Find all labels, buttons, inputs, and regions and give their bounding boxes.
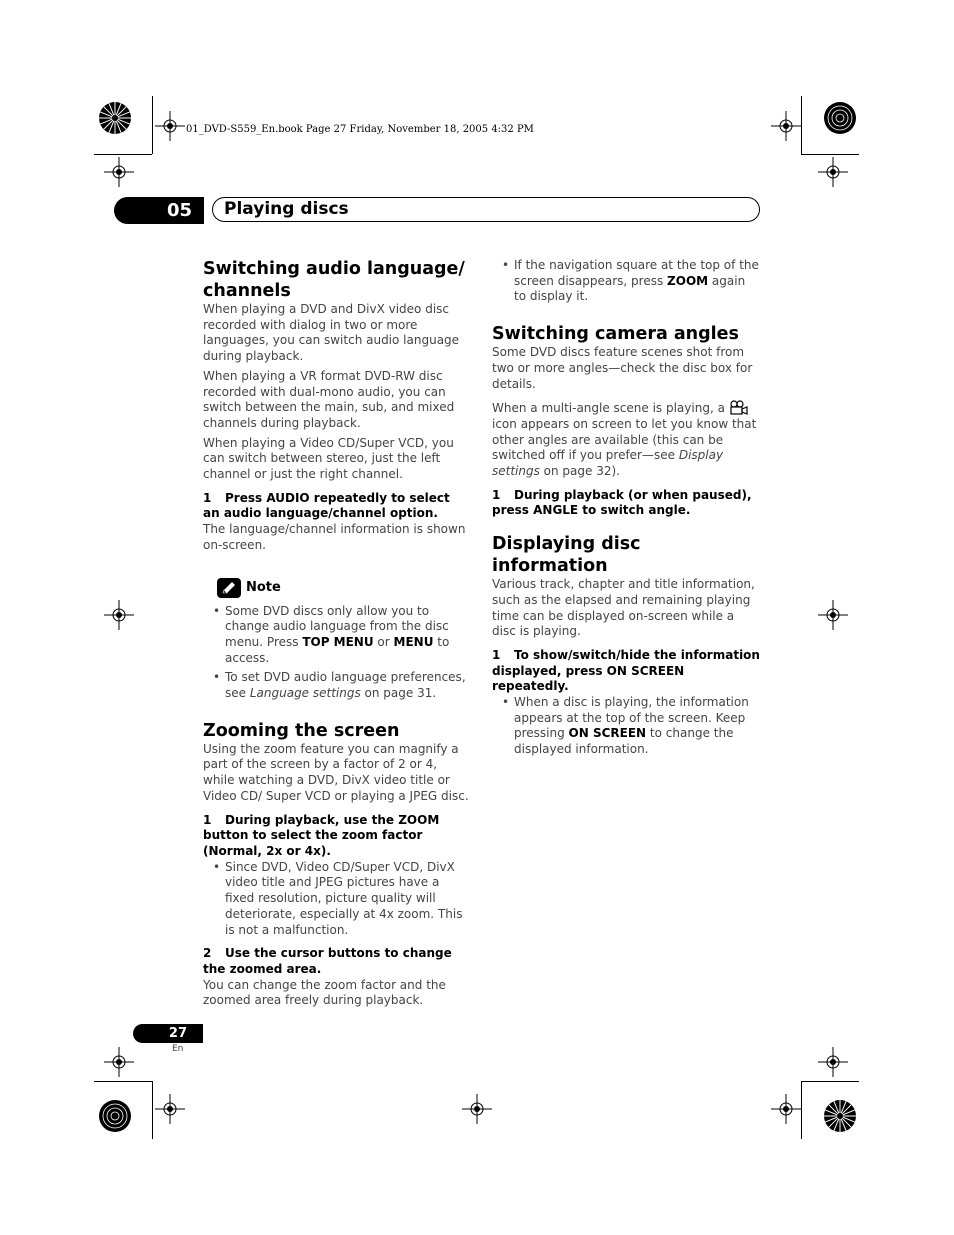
key-name: ON SCREEN xyxy=(568,726,647,741)
cross-reference: Display settings xyxy=(492,448,724,479)
key-name: MENU xyxy=(393,634,434,649)
paragraph: When playing a Video CD/Super VCD, you can switch between stereo, just the left channel or just the right channel. xyxy=(203,435,454,482)
step-instruction xyxy=(492,488,760,519)
section-heading-angles: Switching camera angles xyxy=(492,324,739,345)
bullet-list xyxy=(492,258,760,305)
step-number: 1 xyxy=(492,487,501,502)
bullet-item: • When a disc is playing, the information appears at the top of the screen. Keep pressing ON SCREEN to change the displayed information. xyxy=(492,695,760,758)
registration-mark-icon xyxy=(104,600,134,630)
registration-mark-icon xyxy=(155,1094,185,1124)
registration-mark-icon xyxy=(104,1047,134,1077)
note-label: Note xyxy=(246,579,281,595)
step-number: 1 xyxy=(203,490,212,505)
section-heading-info: Displaying disc information xyxy=(492,534,641,577)
bullet-item: • If the navigation square at the top of the screen disappears, press ZOOM again to display it. xyxy=(492,258,760,305)
chapter-number: 05 xyxy=(114,197,204,224)
paragraph: You can change the zoom factor and the zoomed area freely during playback. xyxy=(203,977,446,1008)
step-number: 2 xyxy=(203,946,212,961)
registration-mark-icon xyxy=(818,157,848,187)
registration-mark-icon xyxy=(771,1094,801,1124)
cross-reference: Language settings xyxy=(249,686,361,701)
step-instruction xyxy=(492,648,760,695)
bullet-list xyxy=(203,860,469,939)
paragraph: Some DVD discs feature scenes shot from two or more angles—check the disc box for details. xyxy=(492,345,753,391)
registration-mark-icon xyxy=(462,1094,492,1124)
registration-mark-icon xyxy=(771,111,801,141)
page-number: 27 xyxy=(133,1024,203,1043)
registration-mark-icon xyxy=(155,111,185,141)
chapter-title: Playing discs xyxy=(224,199,349,219)
step-text: To show/switch/hide the information displayed, press ON SCREEN repeatedly. xyxy=(492,647,760,694)
step-text: Use the cursor buttons to change the zoomed area. xyxy=(203,946,452,976)
paragraph: Various track, chapter and title information, such as the elapsed and remaining playing time can be displayed on-screen while a disc is playing. xyxy=(492,577,755,639)
key-name: ZOOM xyxy=(667,273,709,288)
step-number: 1 xyxy=(203,812,212,827)
note-header xyxy=(217,578,469,598)
camera-angle-icon xyxy=(729,400,749,415)
print-wheel-icon xyxy=(98,101,132,135)
print-wheel-icon xyxy=(823,1099,857,1133)
section-heading-audio: Switching audio language/ channels xyxy=(203,259,465,301)
page-language: En xyxy=(172,1044,184,1054)
print-wheel-icon xyxy=(98,1099,132,1133)
note-item: • To set DVD audio language preferences, see Language settings on page 31. xyxy=(203,670,469,701)
step-text: During playback (or when paused), press ANGLE to switch angle. xyxy=(492,487,752,518)
step-number: 1 xyxy=(492,647,501,662)
paragraph: When a multi-angle scene is playing, a icon appears on screen to let you know that other angles are available (this can be switched off if you prefer—see Display settings on page 32). xyxy=(492,401,757,479)
step-text: During playback, use the ZOOM button to select the zoom factor (Normal, 2x or 4x). xyxy=(203,812,440,858)
step-instruction xyxy=(203,491,469,522)
paragraph: When playing a DVD and DivX video disc recorded with dialog in two or more languages, you can switch audio language during playback. xyxy=(203,302,460,364)
key-name: TOP MENU xyxy=(302,634,374,649)
bullet-item: • Since DVD, Video CD/Super VCD, DivX video title and JPEG pictures have a fixed resolution, picture quality will deteriorate, especially at 4x zoom. This is not a malfunction. xyxy=(203,860,469,939)
step-instruction xyxy=(203,946,469,977)
registration-mark-icon xyxy=(104,157,134,187)
print-header-info: 01_DVD-S559_En.book Page 27 Friday, November 18, 2005 4:32 PM xyxy=(186,124,534,135)
left-column xyxy=(203,258,469,1013)
note-list xyxy=(203,604,469,702)
paragraph: When playing a VR format DVD-RW disc recorded with dual-mono audio, you can switch between the main, sub, and mixed channels during playback. xyxy=(203,368,455,430)
registration-mark-icon xyxy=(818,1047,848,1077)
step-instruction xyxy=(203,813,469,860)
paragraph: The language/channel information is shown on-screen. xyxy=(203,522,466,552)
print-wheel-icon xyxy=(823,101,857,135)
paragraph: Using the zoom feature you can magnify a part of the screen by a factor of 2 or 4, while watching a DVD, DivX video title or Video CD/ Super VCD or playing a JPEG disc. xyxy=(203,741,469,803)
bullet-list xyxy=(492,695,760,758)
section-heading-zoom: Zooming the screen xyxy=(203,720,400,741)
registration-mark-icon xyxy=(818,600,848,630)
right-column xyxy=(492,258,760,762)
step-text: Press AUDIO repeatedly to select an audio language/channel option. xyxy=(203,490,450,521)
pencil-note-icon xyxy=(217,578,241,598)
note-item: • Some DVD discs only allow you to change audio language from the disc menu. Press TOP MENU or MENU to access. xyxy=(203,604,469,667)
